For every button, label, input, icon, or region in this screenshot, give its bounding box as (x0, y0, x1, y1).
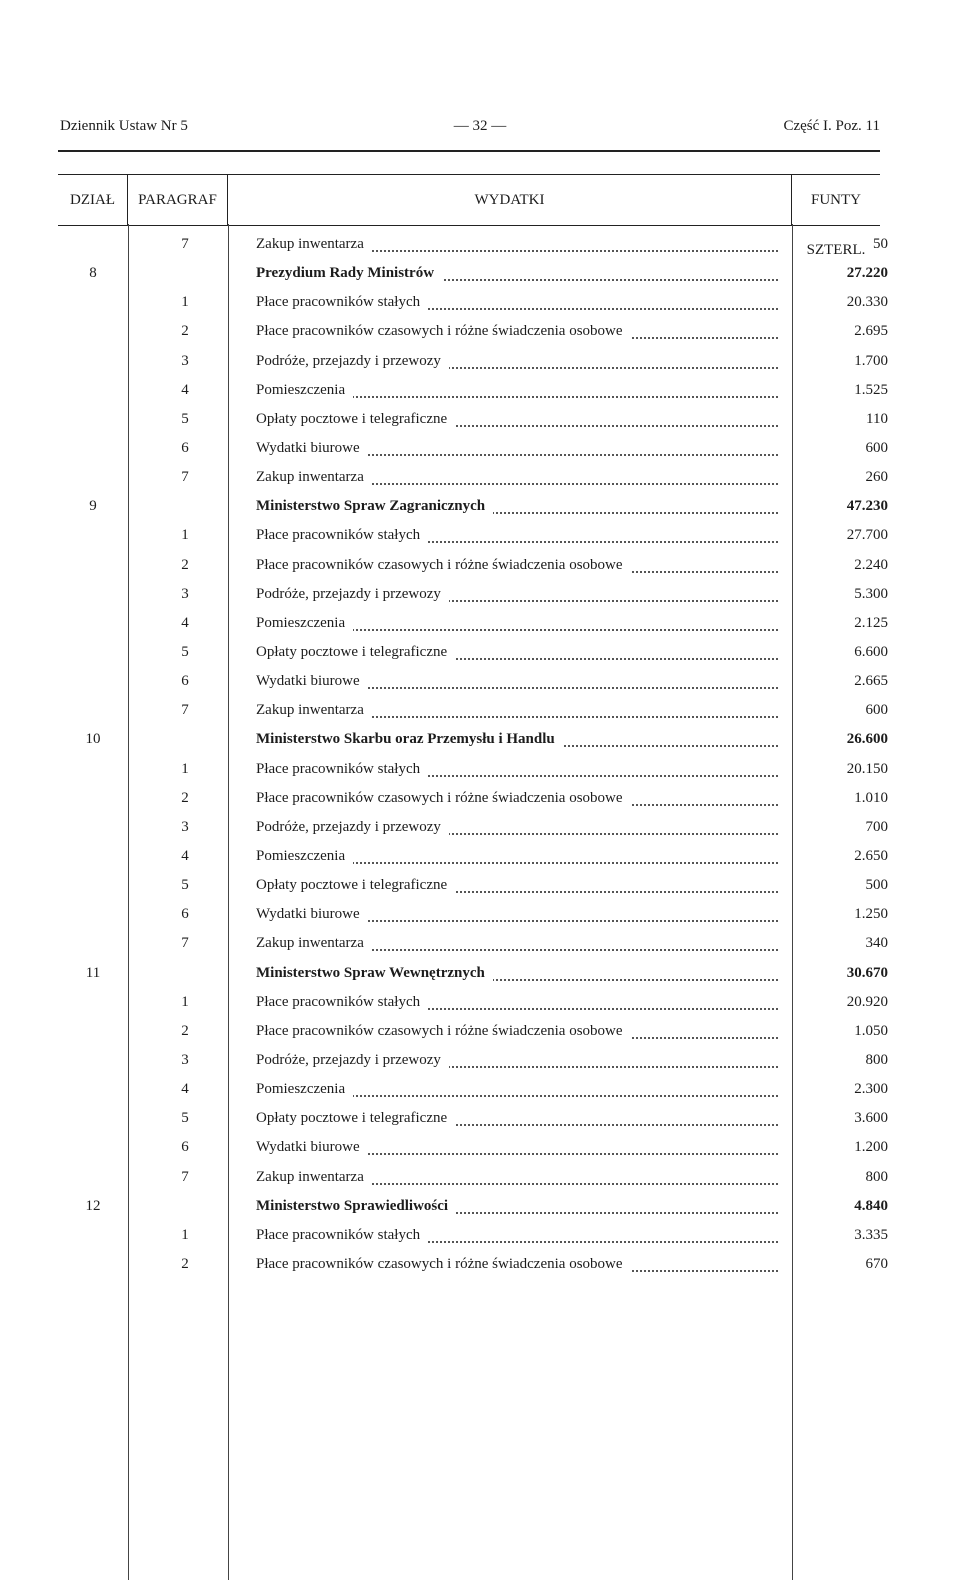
dzial-cell: 9 (89, 498, 97, 515)
description-cell: Zakup inwentarza (256, 469, 372, 486)
table-row (58, 842, 888, 871)
paragraf-cell: 1 (181, 294, 189, 311)
amount-cell: 27.700 (846, 527, 888, 544)
table-row (58, 988, 888, 1017)
table-row (58, 580, 888, 609)
table-row (58, 521, 888, 550)
table-row (58, 463, 888, 492)
amount-cell: 600 (865, 702, 888, 719)
description-cell: Opłaty pocztowe i telegraficzne (256, 644, 455, 661)
paragraf-cell: 3 (181, 1051, 189, 1068)
paragraf-cell: 7 (181, 1168, 189, 1185)
paragraf-cell: 2 (181, 789, 189, 806)
table-row (58, 667, 888, 696)
table-row (58, 405, 888, 434)
description-cell: Zakup inwentarza (256, 702, 372, 719)
paragraf-cell: 4 (181, 1081, 189, 1098)
table-row (58, 1075, 888, 1104)
description-cell: Wydatki biurowe (256, 906, 368, 923)
column-header-wydatki: WYDATKI (228, 175, 792, 225)
description-cell: Ministerstwo Skarbu oraz Przemysłu i Handlu (256, 731, 563, 748)
column-header-paragraf: PARAGRAF (128, 175, 228, 225)
description-cell: Pomieszczenia (256, 848, 353, 865)
paragraf-cell: 4 (181, 381, 189, 398)
amount-cell: 26.600 (846, 731, 888, 748)
amount-cell: 1.525 (854, 381, 888, 398)
table-body (58, 230, 888, 1279)
table-row (58, 551, 888, 580)
amount-cell: 670 (865, 1255, 888, 1272)
paragraf-cell: 3 (181, 818, 189, 835)
dzial-cell: 12 (85, 1197, 101, 1214)
paragraf-cell: 6 (181, 1139, 189, 1156)
description-cell: Podróże, przejazdy i przewozy (256, 819, 449, 836)
description-cell: Podróże, przejazdy i przewozy (256, 586, 449, 603)
description-cell: Podróże, przejazdy i przewozy (256, 1052, 449, 1069)
paragraf-cell: 6 (181, 439, 189, 456)
description-cell: Zakup inwentarza (256, 1169, 372, 1186)
paragraf-cell: 1 (181, 993, 189, 1010)
table-row (58, 1017, 888, 1046)
amount-cell: 800 (865, 1051, 888, 1068)
amount-cell: 20.330 (846, 294, 888, 311)
amount-cell: 2.665 (854, 673, 888, 690)
paragraf-cell: 2 (181, 556, 189, 573)
paragraf-cell: 6 (181, 673, 189, 690)
paragraf-cell: 4 (181, 847, 189, 864)
description-cell: Płace pracowników stałych (256, 761, 428, 778)
section-row (58, 725, 888, 754)
amount-cell: 1.010 (854, 789, 888, 806)
section-row (58, 492, 888, 521)
description-cell: Ministerstwo Spraw Zagranicznych (256, 498, 493, 515)
table-row (58, 1133, 888, 1162)
amount-cell: 4.840 (854, 1197, 888, 1214)
column-header-dzial: DZIAŁ (58, 175, 128, 225)
paragraf-cell: 1 (181, 527, 189, 544)
paragraf-cell: 1 (181, 1226, 189, 1243)
paragraf-cell: 3 (181, 585, 189, 602)
paragraf-cell: 5 (181, 877, 189, 894)
table-row (58, 1221, 888, 1250)
table-row (58, 784, 888, 813)
table-row (58, 1250, 888, 1279)
amount-cell: 2.125 (854, 614, 888, 631)
amount-cell: 800 (865, 1168, 888, 1185)
paragraf-cell: 4 (181, 614, 189, 631)
paragraf-cell: 7 (181, 236, 189, 252)
table-row (58, 1104, 888, 1133)
paragraf-cell: 2 (181, 1255, 189, 1272)
description-cell: Płace pracowników stałych (256, 527, 428, 544)
table-row (58, 609, 888, 638)
table-row (58, 288, 888, 317)
amount-cell: 500 (865, 877, 888, 894)
description-cell: Płace pracowników czasowych i różne świadczenia osobowe (256, 1023, 631, 1040)
description-cell: Opłaty pocztowe i telegraficzne (256, 1110, 455, 1127)
section-reference: Część I. Poz. 11 (783, 118, 880, 134)
description-cell: Pomieszczenia (256, 382, 353, 399)
amount-cell: 2.650 (854, 847, 888, 864)
description-cell: Zakup inwentarza (256, 935, 372, 952)
description-cell: Pomieszczenia (256, 615, 353, 632)
paragraf-cell: 7 (181, 469, 189, 486)
amount-cell: 20.150 (846, 760, 888, 777)
table-row (58, 900, 888, 929)
table-row (58, 871, 888, 900)
amount-cell: 1.200 (854, 1139, 888, 1156)
amount-cell: 3.600 (854, 1110, 888, 1127)
amount-cell: 2.695 (854, 323, 888, 340)
amount-cell: 2.300 (854, 1081, 888, 1098)
amount-cell: 5.300 (854, 585, 888, 602)
description-cell: Opłaty pocztowe i telegraficzne (256, 877, 455, 894)
paragraf-cell: 2 (181, 323, 189, 340)
description-cell: Zakup inwentarza (256, 236, 372, 253)
table-row (58, 1046, 888, 1075)
amount-cell: 27.220 (846, 265, 888, 282)
description-cell: Wydatki biurowe (256, 1139, 368, 1156)
section-row (58, 259, 888, 288)
dzial-cell: 8 (89, 265, 97, 282)
amount-cell: 600 (865, 439, 888, 456)
description-cell: Płace pracowników czasowych i różne świadczenia osobowe (256, 323, 631, 340)
amount-cell: 260 (865, 469, 888, 486)
table-row (58, 434, 888, 463)
paragraf-cell: 2 (181, 1022, 189, 1039)
table-row (58, 376, 888, 405)
section-row (58, 959, 888, 988)
amount-cell: 50 (873, 236, 888, 252)
description-cell: Płace pracowników czasowych i różne świadczenia osobowe (256, 790, 631, 807)
table-row (58, 347, 888, 376)
table-row (58, 696, 888, 725)
amount-cell: 340 (865, 935, 888, 952)
table-row (58, 638, 888, 667)
journal-title: Dziennik Ustaw Nr 5 (60, 118, 188, 134)
paragraf-cell: 6 (181, 906, 189, 923)
description-cell: Podróże, przejazdy i przewozy (256, 353, 449, 370)
paragraf-cell: 3 (181, 352, 189, 369)
amount-cell: 30.670 (846, 964, 888, 981)
description-cell: Płace pracowników czasowych i różne świadczenia osobowe (256, 557, 631, 574)
description-cell: Płace pracowników stałych (256, 1227, 428, 1244)
description-cell: Płace pracowników czasowych i różne świadczenia osobowe (256, 1256, 631, 1273)
header-rule (58, 150, 880, 152)
paragraf-cell: 7 (181, 702, 189, 719)
amount-cell: 6.600 (854, 643, 888, 660)
description-cell: Prezydium Rady Ministrów (256, 265, 442, 282)
amount-cell: 3.335 (854, 1226, 888, 1243)
amount-cell: 700 (865, 818, 888, 835)
amount-cell: 2.240 (854, 556, 888, 573)
column-header-funty: FUNTY SZTERL. (806, 192, 866, 258)
description-cell: Pomieszczenia (256, 1081, 353, 1098)
amount-cell: 20.920 (846, 993, 888, 1010)
paragraf-cell: 1 (181, 760, 189, 777)
description-cell: Opłaty pocztowe i telegraficzne (256, 411, 455, 428)
dzial-cell: 10 (85, 731, 101, 748)
table-row (58, 755, 888, 784)
paragraf-cell: 5 (181, 643, 189, 660)
paragraf-cell: 5 (181, 410, 189, 427)
description-cell: Ministerstwo Spraw Wewnętrznych (256, 965, 493, 982)
paragraf-cell: 7 (181, 935, 189, 952)
amount-cell: 1.050 (854, 1022, 888, 1039)
table-row (58, 929, 888, 958)
description-cell: Wydatki biurowe (256, 440, 368, 457)
table-row (58, 1163, 888, 1192)
amount-cell: 1.700 (854, 352, 888, 369)
section-row (58, 1192, 888, 1221)
description-cell: Ministerstwo Sprawiedliwości (256, 1198, 456, 1215)
table-row (58, 230, 888, 259)
table-row (58, 813, 888, 842)
amount-cell: 47.230 (846, 498, 888, 515)
paragraf-cell: 5 (181, 1110, 189, 1127)
amount-cell: 110 (866, 410, 888, 427)
amount-cell: 1.250 (854, 906, 888, 923)
page-number: — 32 — (453, 118, 507, 134)
description-cell: Płace pracowników stałych (256, 294, 428, 311)
description-cell: Wydatki biurowe (256, 673, 368, 690)
dzial-cell: 11 (85, 964, 101, 981)
description-cell: Płace pracowników stałych (256, 994, 428, 1011)
table-row (58, 317, 888, 346)
